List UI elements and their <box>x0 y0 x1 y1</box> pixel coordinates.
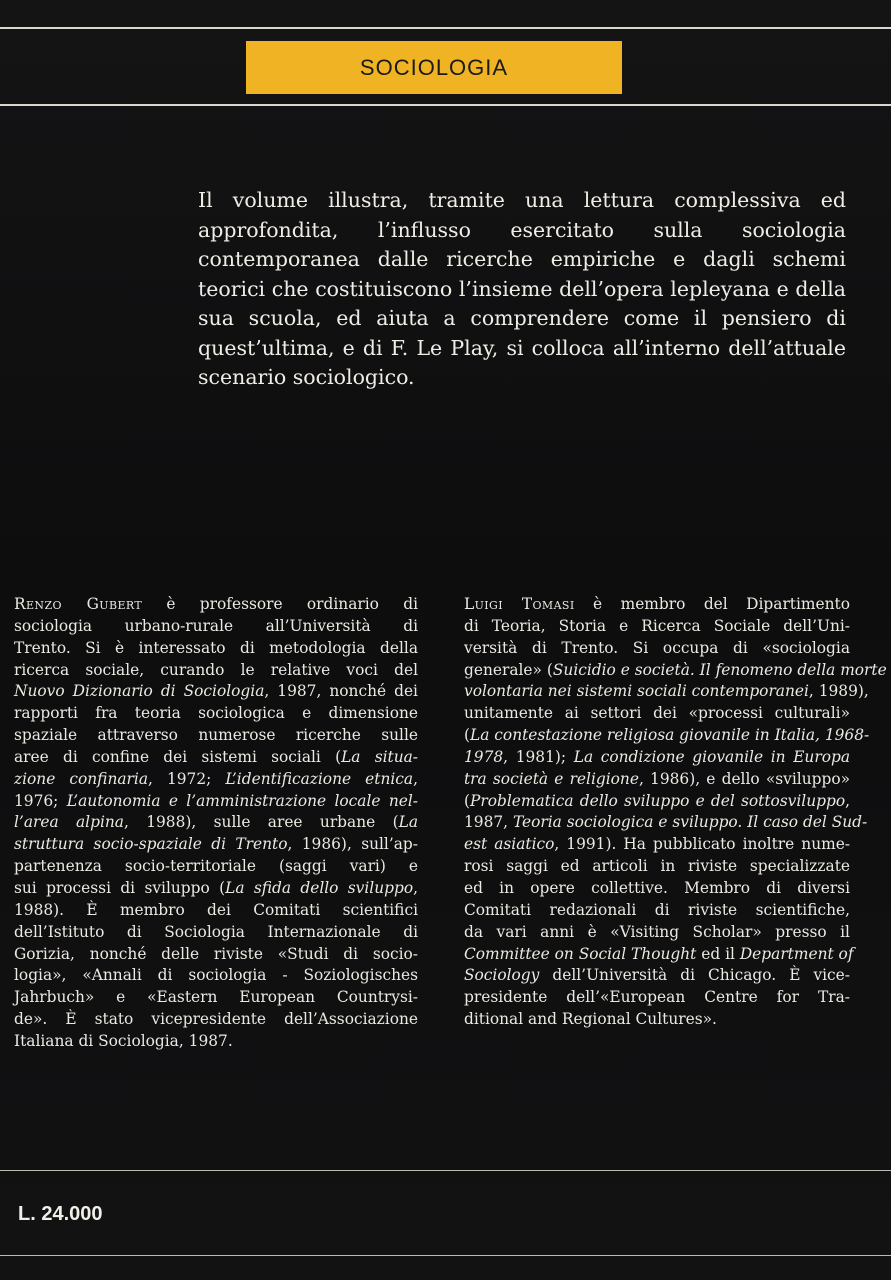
bio-line <box>14 594 418 616</box>
price-label: L. 24.000 <box>18 1203 103 1225</box>
bio-line <box>14 681 418 703</box>
bio-text: è professore ordinario di <box>166 595 418 613</box>
italic-title: La condizione giovanile in Europa <box>573 747 850 766</box>
bio-line <box>14 725 418 747</box>
author-bio-tomasi <box>464 594 887 1031</box>
bio-text: logia», «Annali di sociologia - Soziologisches <box>14 966 418 985</box>
italic-title: Sociology <box>464 966 540 985</box>
bio-line <box>14 987 418 1009</box>
bio-line <box>464 987 850 1009</box>
italic-title: Department of <box>739 944 854 963</box>
italic-title: est asiatico <box>464 835 555 854</box>
bio-text: ditional and Regional Cultures». <box>464 1010 717 1029</box>
bio-text: sui processi di sviluppo ( <box>14 878 226 897</box>
bio-text: , <box>413 878 419 897</box>
bio-line <box>464 1009 850 1031</box>
bio-text: ed in opere collettive. Membro di diversi <box>464 878 850 897</box>
bio-text: , 1989), <box>808 682 869 701</box>
bio-line <box>14 703 418 725</box>
bio-text: sociologia urbano-rurale all’Università di <box>14 616 418 635</box>
bio-line <box>14 856 418 878</box>
bio-line <box>464 791 850 813</box>
bio-line <box>14 769 418 791</box>
bio-text: , 1981); <box>503 747 574 766</box>
bio-line <box>464 878 850 900</box>
top-rule <box>0 27 891 29</box>
bio-text: generale» ( <box>464 660 553 679</box>
bio-text: unitamente ai settori dei «processi culturali» <box>464 704 850 723</box>
bio-line <box>464 769 850 791</box>
bio-line <box>14 616 418 638</box>
bio-text: , <box>845 791 850 810</box>
bottom-rule <box>0 1255 891 1256</box>
bio-text: , 1988), sulle aree urbane ( <box>123 813 399 832</box>
bio-line <box>464 856 850 878</box>
bio-text: , <box>413 769 418 788</box>
italic-title: Suicidio e società. Il fenomeno della morte <box>552 660 887 679</box>
italic-title: 1978 <box>464 747 504 766</box>
lower-rule <box>0 1170 891 1171</box>
bio-text: ( <box>464 791 471 810</box>
bio-line <box>14 922 418 944</box>
italic-title: struttura socio-spaziale di Trento <box>14 835 288 854</box>
italic-title: Nuovo Dizionario di Sociologia <box>14 682 265 701</box>
bio-text: da vari anni è «Visiting Scholar» presso il <box>464 922 850 941</box>
bio-line <box>464 965 850 987</box>
bio-text: presidente dell’«European Centre for Tra- <box>464 988 850 1007</box>
bio-line <box>464 834 850 856</box>
bio-text: ed il <box>696 944 740 963</box>
bio-text: dell’Università di Chicago. È vice- <box>539 966 850 985</box>
bio-text: Gorizia, nonché delle riviste «Studi di socio- <box>14 944 418 963</box>
bio-line <box>464 681 869 703</box>
bio-text: 1987, <box>464 813 513 832</box>
bio-line <box>464 747 850 769</box>
bio-text: ricerca sociale, curando le relative voci del <box>14 660 418 679</box>
category-label: SOCIOLOGIA <box>246 41 622 94</box>
bio-line <box>464 638 850 660</box>
bio-text: di Teoria, Storia e Ricerca Sociale dell’Uni- <box>464 616 850 635</box>
bio-line <box>464 594 850 616</box>
italic-title: La sfida dello sviluppo <box>225 878 414 897</box>
bio-line <box>14 1031 418 1053</box>
italic-title: La situa- <box>341 747 418 766</box>
abstract-text: Il volume illustra, tramite una lettura complessiva ed approfondita, l’influsso esercitato sulla sociologia contemporanea dalle ricerche empiriche e dagli schemi teorici che costituiscono l’insieme dell’opera lepleyana e della sua scuola, ed aiuta a comprendere come il pensiero di quest’ultima, e di F. Le Play, si colloca all’interno dell’attuale scenario sociologico. <box>198 188 846 389</box>
italic-title: L’autonomia e l’amministrazione locale nel- <box>66 791 418 810</box>
bio-text: Jahrbuch» e «Eastern European Countrysi- <box>14 988 418 1007</box>
bio-line <box>464 812 868 834</box>
upper-rule <box>0 104 891 106</box>
bio-text: partenenza socio-territoriale (saggi vari) e <box>14 857 418 876</box>
bio-text: Comitati redazionali di riviste scientifiche, <box>464 900 850 919</box>
bio-text: 1976; <box>14 791 67 810</box>
bio-line <box>14 878 418 900</box>
bio-line <box>464 660 887 682</box>
bio-line <box>464 725 870 747</box>
italic-title: l’area alpina <box>14 813 124 832</box>
bio-text: spaziale attraverso numerose ricerche sulle <box>14 726 418 745</box>
bio-line <box>14 900 418 922</box>
bio-line <box>14 812 418 834</box>
bio-text: rosi saggi ed articoli in riviste specializzate <box>464 857 850 876</box>
italic-title: Committee on Social Thought <box>464 944 697 963</box>
bio-text: è membro del Dipartimento <box>593 595 850 613</box>
italic-title: Teoria sociologica e sviluppo. Il caso del Sud- <box>512 813 868 832</box>
italic-title: tra società e religione <box>464 769 639 788</box>
author-name: Renzo Gubert <box>14 595 143 613</box>
italic-title: La <box>398 813 418 832</box>
italic-title: L’identificazione etnica <box>225 769 414 788</box>
bio-line <box>14 965 418 987</box>
bio-line <box>464 703 850 725</box>
bio-line <box>464 922 850 944</box>
bio-line <box>464 900 850 922</box>
bio-text: 1988). È membro dei Comitati scientifici <box>14 900 418 919</box>
bio-text: dell’Istituto di Sociologia Internazionale di <box>14 922 418 941</box>
bio-line <box>14 638 418 660</box>
bio-line <box>464 944 854 966</box>
bio-text: , 1986), e dello «sviluppo» <box>638 769 850 788</box>
bio-line <box>14 944 418 966</box>
bio-line <box>464 616 850 638</box>
italic-title: La contestazione religiosa giovanile in Italia, 1968- <box>470 726 870 745</box>
bio-text: , 1986), sull’ap- <box>287 835 418 854</box>
bio-text: , 1972; <box>148 769 226 788</box>
bio-line <box>14 791 418 813</box>
author-bio-gubert <box>14 594 418 1053</box>
italic-title: volontaria nei sistemi sociali contemporanei <box>464 682 809 701</box>
bio-line <box>14 747 418 769</box>
italic-title: Problematica dello sviluppo e del sottosviluppo <box>470 791 846 810</box>
bio-line <box>14 834 418 856</box>
bio-text: , 1991). Ha pubblicato inoltre nume- <box>554 835 851 854</box>
italic-title: zione confinaria <box>14 769 148 788</box>
bio-line <box>14 660 418 682</box>
bio-text: Italiana di Sociologia, 1987. <box>14 1031 233 1050</box>
bio-text: rapporti fra teoria sociologica e dimensione <box>14 704 418 723</box>
bio-text: ( <box>464 726 471 745</box>
bio-text: de». È stato vicepresidente dell’Associazione <box>14 1010 418 1029</box>
bio-text: aree di confine dei sistemi sociali ( <box>14 747 342 766</box>
bio-text: versità di Trento. Si occupa di «sociologia <box>464 638 850 657</box>
bio-text: , 1987, nonché dei <box>264 682 418 701</box>
bio-line <box>14 1009 418 1031</box>
author-name: Luigi Tomasi <box>464 595 575 613</box>
bio-text: Trento. Si è interessato di metodologia della <box>14 638 418 657</box>
